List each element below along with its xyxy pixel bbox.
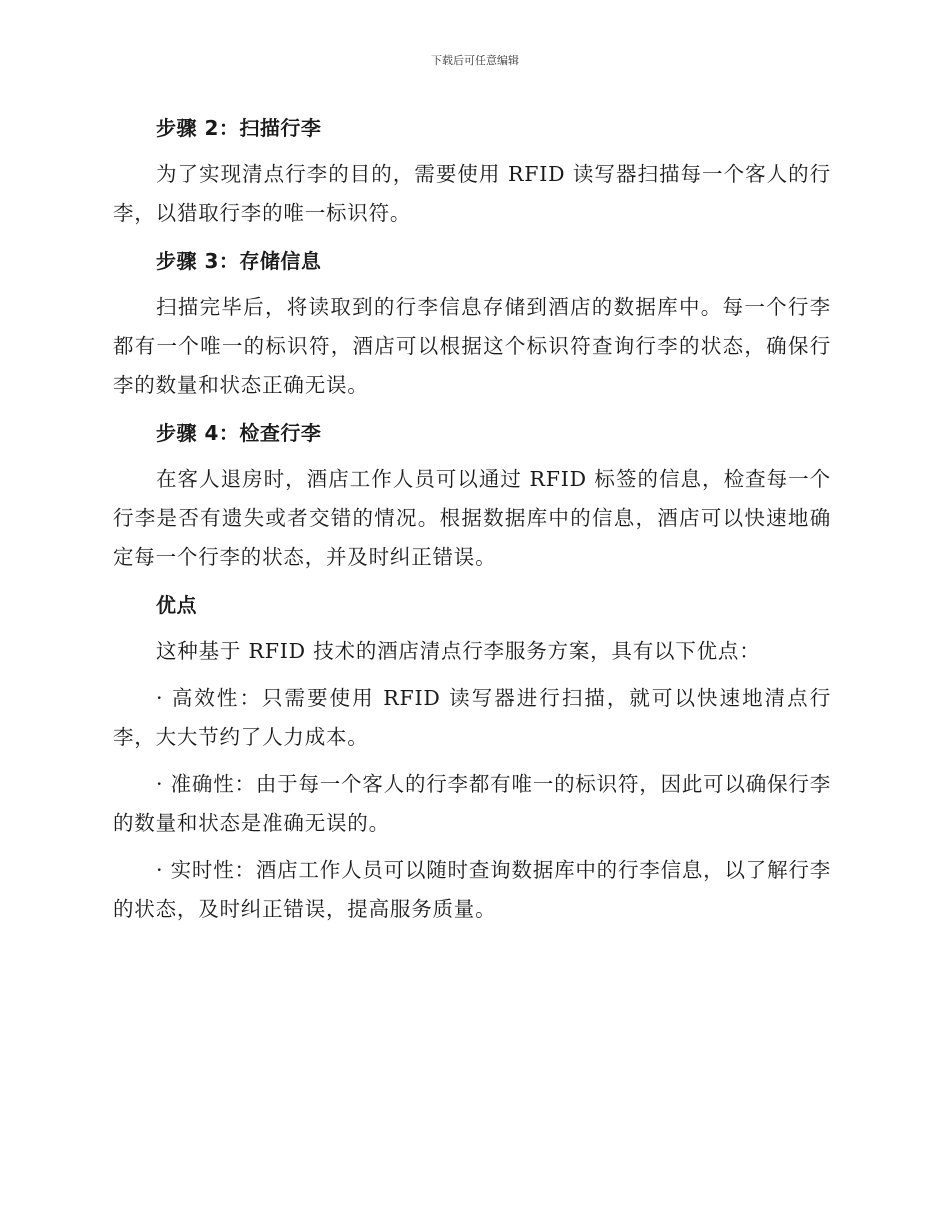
header-note: 下载后可任意编辑 <box>431 54 519 67</box>
section-heading-step-4: 步骤 4：检查行李 <box>156 421 322 445</box>
paragraph: 这种基于 RFID 技术的酒店清点行李服务方案，具有以下优点： <box>156 639 761 663</box>
bullet-item-accuracy: · 准确性：由于每一个客人的行李都有唯一的标识符，因此可以确保行李的数量和状态是准确无误的。 <box>113 772 831 835</box>
paragraph: 在客人退房时，酒店工作人员可以通过 RFID 标签的信息，检查每一个行李是否有遗失或者交错的情况。根据数据库中的信息，酒店可以快速地确定每一个行李的状态，并及时纠正错误。 <box>113 467 831 569</box>
section-heading-advantages: 优点 <box>156 593 197 617</box>
section-heading-step-3: 步骤 3：存储信息 <box>156 249 322 273</box>
paragraph: 扫描完毕后，将读取到的行李信息存储到酒店的数据库中。每一个行李都有一个唯一的标识符，酒店可以根据这个标识符查询行李的状态，确保行李的数量和状态正确无误。 <box>113 295 831 397</box>
section-heading-step-2: 步骤 2：扫描行李 <box>156 116 322 140</box>
paragraph: 为了实现清点行李的目的，需要使用 RFID 读写器扫描每一个客人的行李，以猎取行李的唯一标识符。 <box>113 162 831 225</box>
bullet-item-realtime: · 实时性：酒店工作人员可以随时查询数据库中的行李信息，以了解行李的状态，及时纠正错误，提高服务质量。 <box>113 858 831 921</box>
bullet-item-efficiency: · 高效性：只需要使用 RFID 读写器进行扫描，就可以快速地清点行李，大大节约了人力成本。 <box>113 686 831 749</box>
document-body <box>113 108 831 937</box>
